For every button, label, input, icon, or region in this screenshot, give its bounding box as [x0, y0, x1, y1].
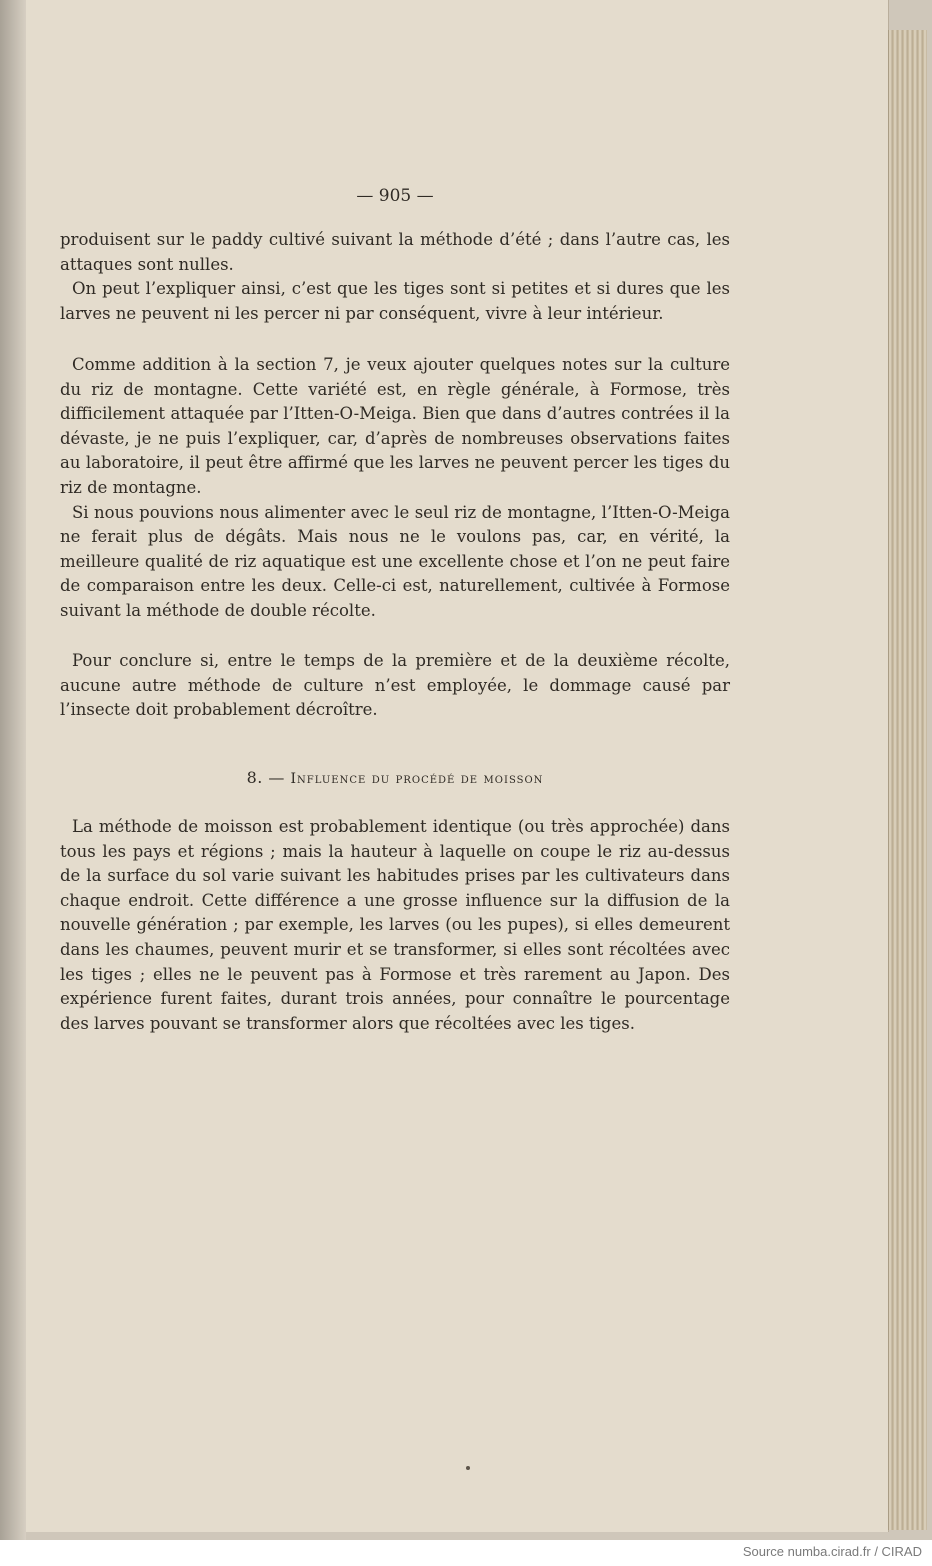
paragraph-group-c [60, 649, 730, 723]
paragraph: Comme addition à la section 7, je veux ajouter quelques notes sur la culture du riz de montagne. Cette variété est, en règle générale, à Formose, très difficilement attaquée par l’Itten-O-Meiga. Bien que dans d’autres contrées il la dévaste, je ne puis l’expliquer, car, d’après de nombreuses observations faites au laboratoire, il peut être affirmé que les larves ne peuvent percer les tiges du riz de montagne. [60, 355, 730, 497]
ink-speck [466, 1466, 470, 1470]
section-title: Influence du procédé de moisson [290, 771, 544, 787]
paragraph: Pour conclure si, entre le temps de la première et de la deuxième récolte, aucune autre méthode de culture n’est employée, le dommage causé par l’insecte doit probablement décroître. [60, 651, 730, 720]
page-edges [888, 30, 927, 1530]
paragraph: La méthode de moisson est probablement identique (ou très approchée) dans tous les pays et régions ; mais la hauteur à laquelle on coupe le riz au-dessus de la surface du sol varie suivant les habitudes prises par les cultivateurs dans chaque endroit. Cette différence a une grosse influence sur la diffusion de la nouvelle génération ; par exemple, les larves (ou les pupes), si elles demeurent dans les chaumes, peuvent murir et se transformer, si elles sont récoltées avec les tiges ; elles ne le peuvent pas à Formose et très rarement au Japon. Des expérience furent faites, durant trois années, pour connaître le pourcentage des larves pouvant se transformer alors que récoltées avec les tiges. [60, 817, 730, 1033]
paragraph: produisent sur le paddy cultivé suivant la méthode d’été ; dans l’autre cas, les attaques sont nulles. [60, 230, 730, 274]
source-credit: Source numba.cirad.fr / CIRAD [742, 1544, 922, 1559]
section-number: 8. — [246, 768, 285, 787]
page-number: — 905 — [356, 186, 434, 206]
section-heading [60, 768, 730, 787]
paragraph: Si nous pouvions nous alimenter avec le seul riz de montagne, l’Itten-O-Meiga ne ferait plus de dégâts. Mais nous ne le voulons pas, car, en vérité, la meilleure qualité de riz aquatique est une excellente chose et l’on ne peut faire de comparaison entre les deux. Celle-ci est, naturellement, cultivée à Formose suivant la méthode de double récolte. [60, 502, 730, 620]
paragraph: On peut l’expliquer ainsi, c’est que les tiges sont si petites et si dures que les larves ne peuvent ni les percer ni par conséquent, vivre à leur intérieur. [60, 279, 730, 323]
paragraph-group-a [60, 228, 730, 326]
paragraph-group-b [60, 353, 730, 624]
paragraph-group-d [60, 815, 730, 1036]
book-binding-gutter [0, 0, 26, 1540]
